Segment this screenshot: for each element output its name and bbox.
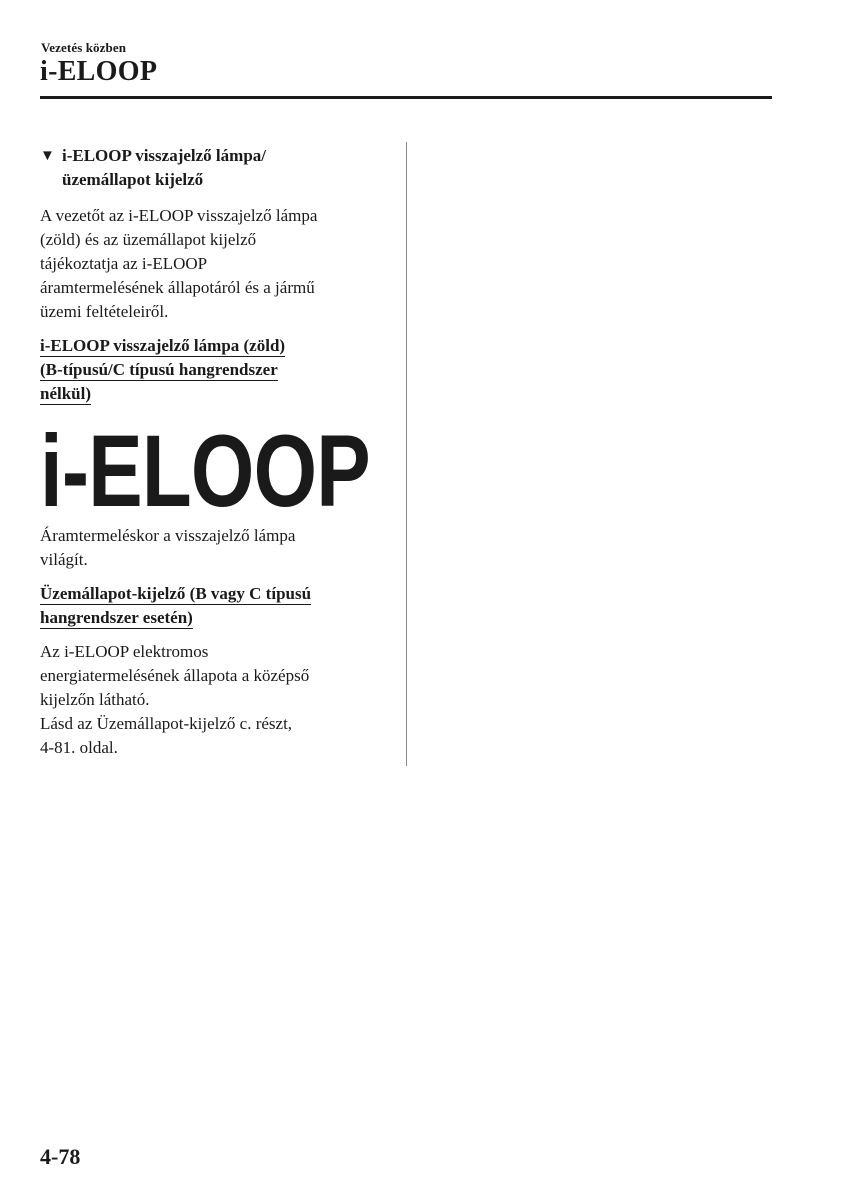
lamp-text-line-1: Áramtermeléskor a visszajelző lámpa [40,526,296,545]
intro-line-2: (zöld) és az üzemállapot kijelző [40,230,257,249]
section-heading [40,144,380,192]
lamp-subheading-line-1: i-ELOOP visszajelző lámpa (zöld) [40,336,286,355]
intro-line-3: tájékoztatja az i-ELOOP [40,254,208,273]
display-text-line-1: Az i-ELOOP elektromos [40,642,209,661]
i-eloop-indicator-icon: i-ELOOP [40,414,370,528]
intro-paragraph [40,204,380,324]
lamp-subheading-line-2: (B-típusú/C típusú hangrendszer [40,360,278,379]
lamp-subheading-line-3: nélkül) [40,384,92,403]
lamp-paragraph [40,524,380,572]
display-text-line-5: 4-81. oldal. [40,738,118,757]
display-text-line-4: Lásd az Üzemállapot-kijelző c. részt, [40,714,293,733]
section-heading-line-1: i-ELOOP visszajelző lámpa/ [62,146,266,165]
page-number: 4-78 [40,1144,81,1169]
triangle-marker-icon: ▼ [40,148,55,164]
display-paragraph [40,640,380,760]
lamp-text-line-2: világít. [40,550,88,569]
display-text-line-3: kijelzőn látható. [40,690,150,709]
page-title: i-ELOOP [40,56,158,87]
display-text-line-2: energiatermelésének állapota a középső [40,666,310,685]
display-subheading-line-1: Üzemállapot-kijelző (B vagy C típusú [40,584,312,603]
display-subheading-line-2: hangrendszer esetén) [40,608,193,627]
intro-line-1: A vezetőt az i-ELOOP visszajelző lámpa [40,206,318,225]
intro-line-4: áramtermelésének állapotáról és a jármű [40,278,315,297]
lamp-subheading [40,334,380,406]
section-label: Vezetés közben [41,40,127,55]
left-column [40,144,380,770]
column-divider [406,142,407,766]
intro-line-5: üzemi feltételeiről. [40,302,169,321]
title-rule [40,96,772,99]
section-heading-line-2: üzemállapot kijelző [62,170,204,189]
display-subheading [40,582,380,630]
